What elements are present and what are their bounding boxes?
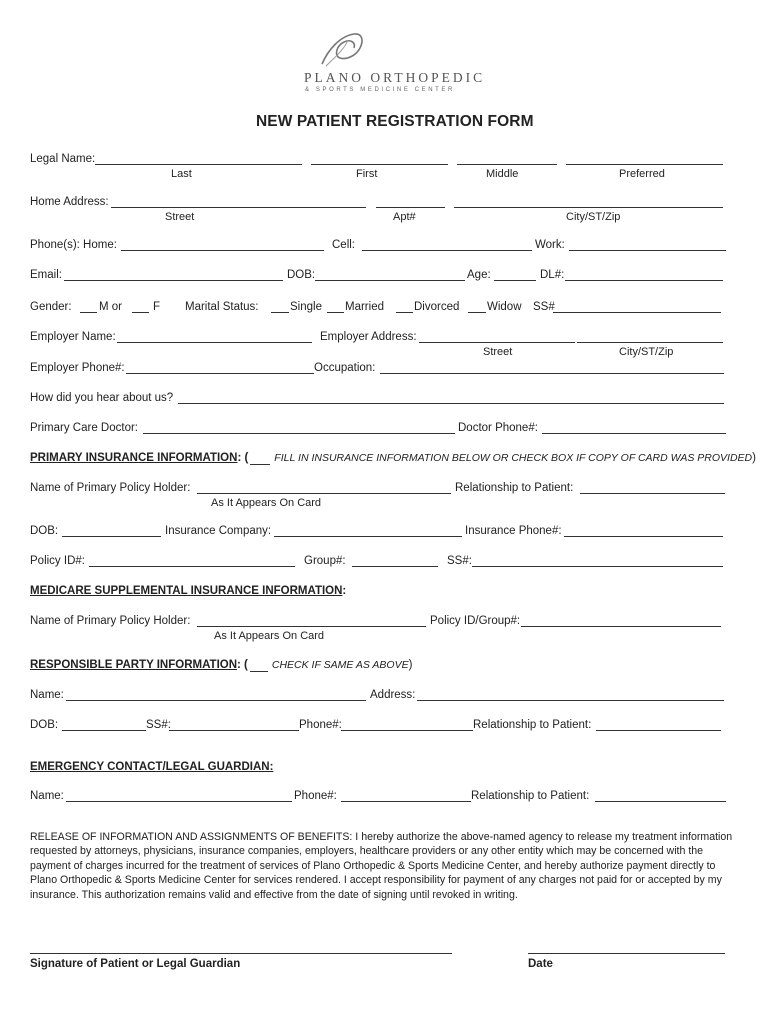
widow-label: Widow [487,301,522,313]
work-label: Work: [535,239,565,251]
email-field[interactable] [64,280,283,281]
dob-label: DOB: [287,269,316,281]
medicare-policy-label: Policy ID/Group#: [430,615,521,627]
rp-dob-label: DOB: [30,719,59,731]
apt-caption: Apt# [393,211,416,223]
ins-company-label: Insurance Company: [165,525,272,537]
employer-street-caption: Street [483,346,513,358]
responsible-heading: RESPONSIBLE PARTY INFORMATION [30,659,238,671]
first-caption: First [356,168,378,180]
copy-card-checkbox[interactable] [250,452,270,465]
logo-swirl-icon [318,28,366,70]
rp-phone-label: Phone#: [299,719,342,731]
ins-ss-label: SS#: [447,555,472,567]
last-name-field[interactable] [95,164,302,165]
primary-insurance-colon: : ( [237,452,249,464]
responsible-colon: : ( [237,659,248,671]
rp-address-label: Address: [370,689,416,701]
group-label: Group#: [304,555,346,567]
doctor-phone-field[interactable] [542,433,726,434]
hear-about-field[interactable] [178,403,724,404]
pcp-field[interactable] [143,433,455,434]
responsible-note: CHECK IF SAME AS ABOVE [271,659,409,671]
medicare-heading: MEDICARE SUPPLEMENTAL INSURANCE INFORMATION [30,585,343,597]
rp-relationship-field[interactable] [596,730,721,731]
rp-address-field[interactable] [417,700,724,701]
logo-subtitle: & SPORTS MEDICINE CENTER [305,87,455,93]
doctor-phone-label: Doctor Phone#: [458,422,538,434]
home-address-label: Home Address: [30,196,109,208]
responsible-close: ) [408,659,413,671]
policy-id-label: Policy ID#: [30,555,85,567]
cell-label: Cell: [332,239,356,251]
city-caption: City/ST/Zip [566,211,621,223]
rp-name-field[interactable] [66,700,366,701]
employer-phone-label: Employer Phone#: [30,362,125,374]
group-field[interactable] [352,566,438,567]
gender-f-blank[interactable] [132,312,149,313]
single-blank[interactable] [271,312,289,313]
primary-insurance-heading: PRIMARY INSURANCE INFORMATION [30,452,238,464]
rp-dob-field[interactable] [62,730,146,731]
ins-phone-field[interactable] [564,536,723,537]
policy-holder-field[interactable] [197,493,451,494]
email-label: Email: [30,269,62,281]
single-label: Single [290,301,322,313]
ec-name-label: Name: [30,790,64,802]
ins-phone-label: Insurance Phone#: [465,525,562,537]
ss-field[interactable] [553,312,721,313]
gender-f-label: F [153,301,161,313]
ins-ss-field[interactable] [472,566,723,567]
city-st-zip-field[interactable] [454,207,723,208]
employer-street-field[interactable] [419,342,575,343]
ss-label: SS# [533,301,555,313]
preferred-caption: Preferred [619,168,665,180]
appears-on-card-caption: As It Appears On Card [211,497,322,509]
last-caption: Last [171,168,192,180]
employer-address-label: Employer Address: [320,331,417,343]
date-label: Date [528,958,553,970]
married-label: Married [345,301,384,313]
primary-insurance-heading-row [30,452,756,465]
medicare-holder-field[interactable] [197,626,426,627]
ec-relationship-label: Relationship to Patient: [471,790,590,802]
dob-field[interactable] [315,280,465,281]
release-paragraph: RELEASE OF INFORMATION AND ASSIGNMENTS OF BENEFITS: I hereby authorize the above-named agency to release my treatment information requested by attorneys, physicians, insurance companies, employers, healthcare providers or any other entity which may be concerned with the payment of charges incurred for the treatment of services of Plano Orthopedic & Sports Medicine Center, and hereby authorize payment directly to Plano Orthopedic & Sports Medicine Center for services rendered. I accept responsibility for payment of any charges not paid for or accepted by my insurance. This authorization remains valid and effective from the date of signing until revoked in writing. [30,831,733,901]
divorced-blank[interactable] [396,312,413,313]
middle-caption: Middle [486,168,519,180]
gender-m-blank[interactable] [80,312,97,313]
ins-dob-field[interactable] [62,536,161,537]
rp-relationship-label: Relationship to Patient: [473,719,592,731]
divorced-label: Divorced [414,301,460,313]
preferred-name-field[interactable] [566,164,723,165]
policy-holder-label: Name of Primary Policy Holder: [30,482,191,494]
date-field[interactable] [528,953,725,954]
ins-company-field[interactable] [274,536,462,537]
relationship-field[interactable] [580,493,725,494]
phones-label: Phone(s): Home: [30,239,117,251]
employer-name-label: Employer Name: [30,331,116,343]
street-caption: Street [165,211,195,223]
dl-label: DL#: [540,269,565,281]
gender-m-label: M or [99,301,122,313]
marital-status-label: Marital Status: [185,301,259,313]
rp-phone-field[interactable] [341,730,473,731]
employer-city-caption: City/ST/Zip [619,346,674,358]
employer-city-field[interactable] [577,342,723,343]
primary-insurance-close: ) [752,452,756,464]
logo-name: PLANO ORTHOPEDIC [304,70,486,85]
same-as-above-checkbox[interactable] [250,659,268,672]
home-phone-field[interactable] [121,250,324,251]
work-phone-field[interactable] [569,250,726,251]
form-title: NEW PATIENT REGISTRATION FORM [256,113,534,130]
gender-label: Gender: [30,301,72,313]
medicare-appears-caption: As It Appears On Card [214,630,325,642]
rp-name-label: Name: [30,689,64,701]
hear-about-label: How did you hear about us? [30,392,174,404]
employer-phone-field[interactable] [126,373,314,374]
primary-insurance-note: FILL IN INSURANCE INFORMATION BELOW OR CHECK BOX IF COPY OF CARD WAS PROVIDED [274,452,753,464]
age-field[interactable] [494,280,536,281]
age-label: Age: [467,269,491,281]
widow-blank[interactable] [468,312,486,313]
employer-name-field[interactable] [117,342,312,343]
rp-ss-label: SS#: [146,719,171,731]
ec-phone-field[interactable] [341,801,471,802]
ec-relationship-field[interactable] [595,801,726,802]
occupation-field[interactable] [380,373,724,374]
medicare-policy-field[interactable] [521,626,721,627]
medicare-heading-row [30,585,346,597]
medicare-colon: : [342,585,347,597]
rp-ss-field[interactable] [169,730,299,731]
street-field[interactable] [111,207,366,208]
occupation-label: Occupation: [314,362,376,374]
emergency-heading: EMERGENCY CONTACT/LEGAL GUARDIAN: [30,761,274,773]
ec-name-field[interactable] [66,801,292,802]
married-blank[interactable] [327,312,344,313]
first-name-field[interactable] [311,164,448,165]
ins-dob-label: DOB: [30,525,59,537]
policy-id-field[interactable] [89,566,295,567]
responsible-heading-row [30,659,412,672]
signature-label: Signature of Patient or Legal Guardian [30,958,241,970]
cell-phone-field[interactable] [362,250,532,251]
apt-field[interactable] [376,207,445,208]
dl-field[interactable] [565,280,723,281]
middle-name-field[interactable] [457,164,557,165]
signature-field[interactable] [30,953,452,954]
legal-name-label: Legal Name: [30,153,96,165]
pcp-label: Primary Care Doctor: [30,422,138,434]
relationship-label: Relationship to Patient: [455,482,574,494]
medicare-holder-label: Name of Primary Policy Holder: [30,615,191,627]
ec-phone-label: Phone#: [294,790,337,802]
